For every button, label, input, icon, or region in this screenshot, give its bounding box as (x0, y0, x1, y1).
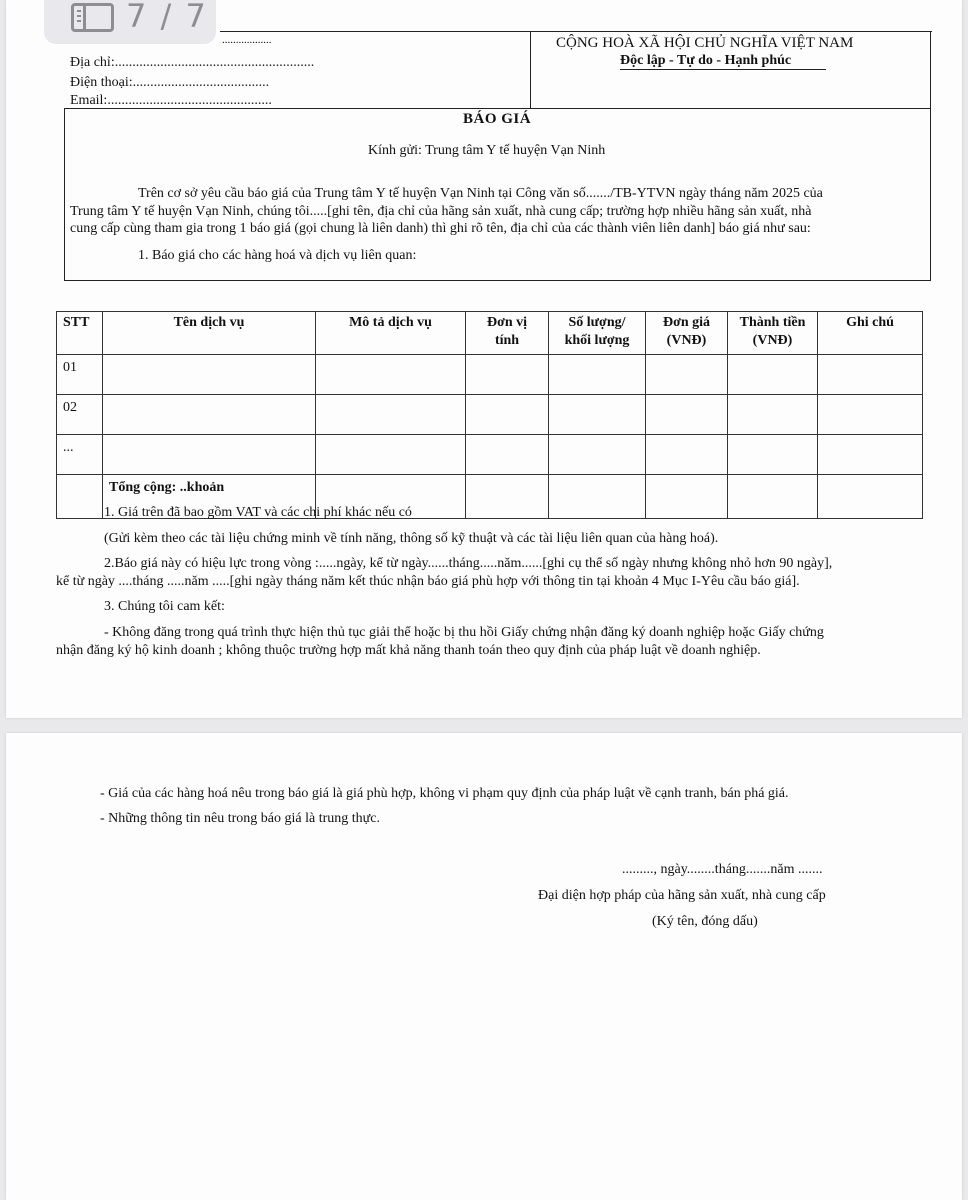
signature-date: ........., ngày........tháng.......năm ....... (622, 862, 823, 877)
note-attachments: (Gửi kèm theo các tài liệu chứng minh về tính năng, thông số kỹ thuật và các tài liệu liên quan của hàng hoá). (104, 531, 719, 546)
table-header-row (57, 312, 923, 355)
header-right-border (930, 31, 931, 281)
row-name (103, 395, 316, 435)
validity-line-1: 2.Báo giá này có hiệu lực trong vòng :.....ngày, kể từ ngày......tháng.....năm......[ghi cụ thể số ngày nhưng không nhỏ hơn 90 ngày], (104, 556, 833, 571)
table-row (57, 395, 923, 435)
validity-line-2: kể từ ngày ....tháng .....năm .....[ghi ngày tháng năm kết thúc nhận báo giá phù hợp với thông tin tại khoản 4 Mục I-Yêu cầu báo giá]. (56, 574, 800, 589)
header-top-border (220, 31, 932, 32)
service-table (56, 311, 923, 519)
col-stt-header: STT (57, 312, 103, 355)
recipient-line: Kính gửi: Trung tâm Y tế huyện Vạn Ninh (368, 143, 606, 158)
address-field: Địa chỉ:......................................................... (70, 55, 315, 70)
motto-underline (620, 69, 826, 70)
row-name (103, 355, 316, 395)
header-bottom-border (64, 280, 931, 281)
phone-field: Điện thoại:....................................... (70, 75, 270, 90)
col-qty-header: Số lượng/ khối lượng (549, 312, 646, 355)
commitment-3: - Những thông tin nêu trong báo giá là trung thực. (100, 811, 380, 826)
header-divider (530, 31, 531, 109)
intro-line-1: Trên cơ sở yêu cầu báo giá của Trung tâm Y tế huyện Vạn Ninh tại Công văn số......./TB-YTVN ngày tháng năm 2025 của (138, 186, 823, 201)
document-page-1 (6, 0, 962, 718)
commitment-1-line-2: nhận đăng ký hộ kinh doanh ; không thuộc trường hợp mất khả năng thanh toán theo quy định của pháp luật về doanh nghiệp. (56, 643, 761, 658)
total-label: Tổng cộng: ..khoản (103, 475, 316, 519)
col-total-header: Thành tiền (VNĐ) (728, 312, 818, 355)
note-vat: 1. Giá trên đã bao gồm VAT và các chi phí khác nếu có (104, 505, 412, 520)
country-name: CỘNG HOÀ XÃ HỘI CHỦ NGHĨA VIỆT NAM (556, 35, 854, 51)
row-stt: ... (57, 435, 103, 475)
commitment-2: - Giá của các hàng hoá nêu trong báo giá là giá phù hợp, không vi phạm quy định của pháp luật về cạnh tranh, bán phá giá. (100, 786, 789, 801)
email-field: Email:............................................... (70, 93, 272, 108)
page-counter-text: 7 / 7 (126, 0, 208, 35)
row-name (103, 435, 316, 475)
intro-line-2: Trung tâm Y tế huyện Vạn Ninh, chúng tôi.....[ghi tên, địa chỉ của hãng sản xuất, nhà cung cấp; trường hợp nhiều hãng sản xuất, nhà (70, 204, 812, 219)
header-dots: .................. (222, 34, 272, 46)
col-unit-header: Đơn vị tính (466, 312, 549, 355)
table-row (57, 435, 923, 475)
signature-representative: Đại diện hợp pháp của hãng sản xuất, nhà cung cấp (538, 888, 826, 903)
row-stt (57, 475, 103, 519)
header-left-border (64, 108, 65, 281)
signature-instruction: (Ký tên, đóng dấu) (652, 914, 758, 929)
section-1-heading: 1. Báo giá cho các hàng hoá và dịch vụ liên quan: (138, 248, 417, 263)
document-title: BÁO GIÁ (463, 111, 532, 127)
motto: Độc lập - Tự do - Hạnh phúc (620, 53, 792, 68)
page-thumbnail-icon (71, 3, 114, 32)
document-page-2 (6, 733, 962, 1200)
col-name-header: Tên dịch vụ (103, 312, 316, 355)
intro-line-3: cung cấp cùng tham gia trong 1 báo giá (gọi chung là liên danh) thì ghi rõ tên, địa chỉ của các thành viên liên danh] báo giá như sau: (70, 221, 811, 236)
row-stt: 01 (57, 355, 103, 395)
col-note-header: Ghi chú (818, 312, 923, 355)
commitment-1-line-1: - Không đăng trong quá trình thực hiện thủ tục giải thể hoặc bị thu hồi Giấy chứng nhận đăng ký doanh nghiệp hoặc Giấy chứng (104, 625, 824, 640)
row-stt: 02 (57, 395, 103, 435)
col-price-header: Đơn giá (VNĐ) (646, 312, 728, 355)
col-desc-header: Mô tả dịch vụ (316, 312, 466, 355)
page-counter[interactable] (44, 0, 216, 44)
commitment-heading: 3. Chúng tôi cam kết: (104, 599, 225, 614)
table-row (57, 355, 923, 395)
